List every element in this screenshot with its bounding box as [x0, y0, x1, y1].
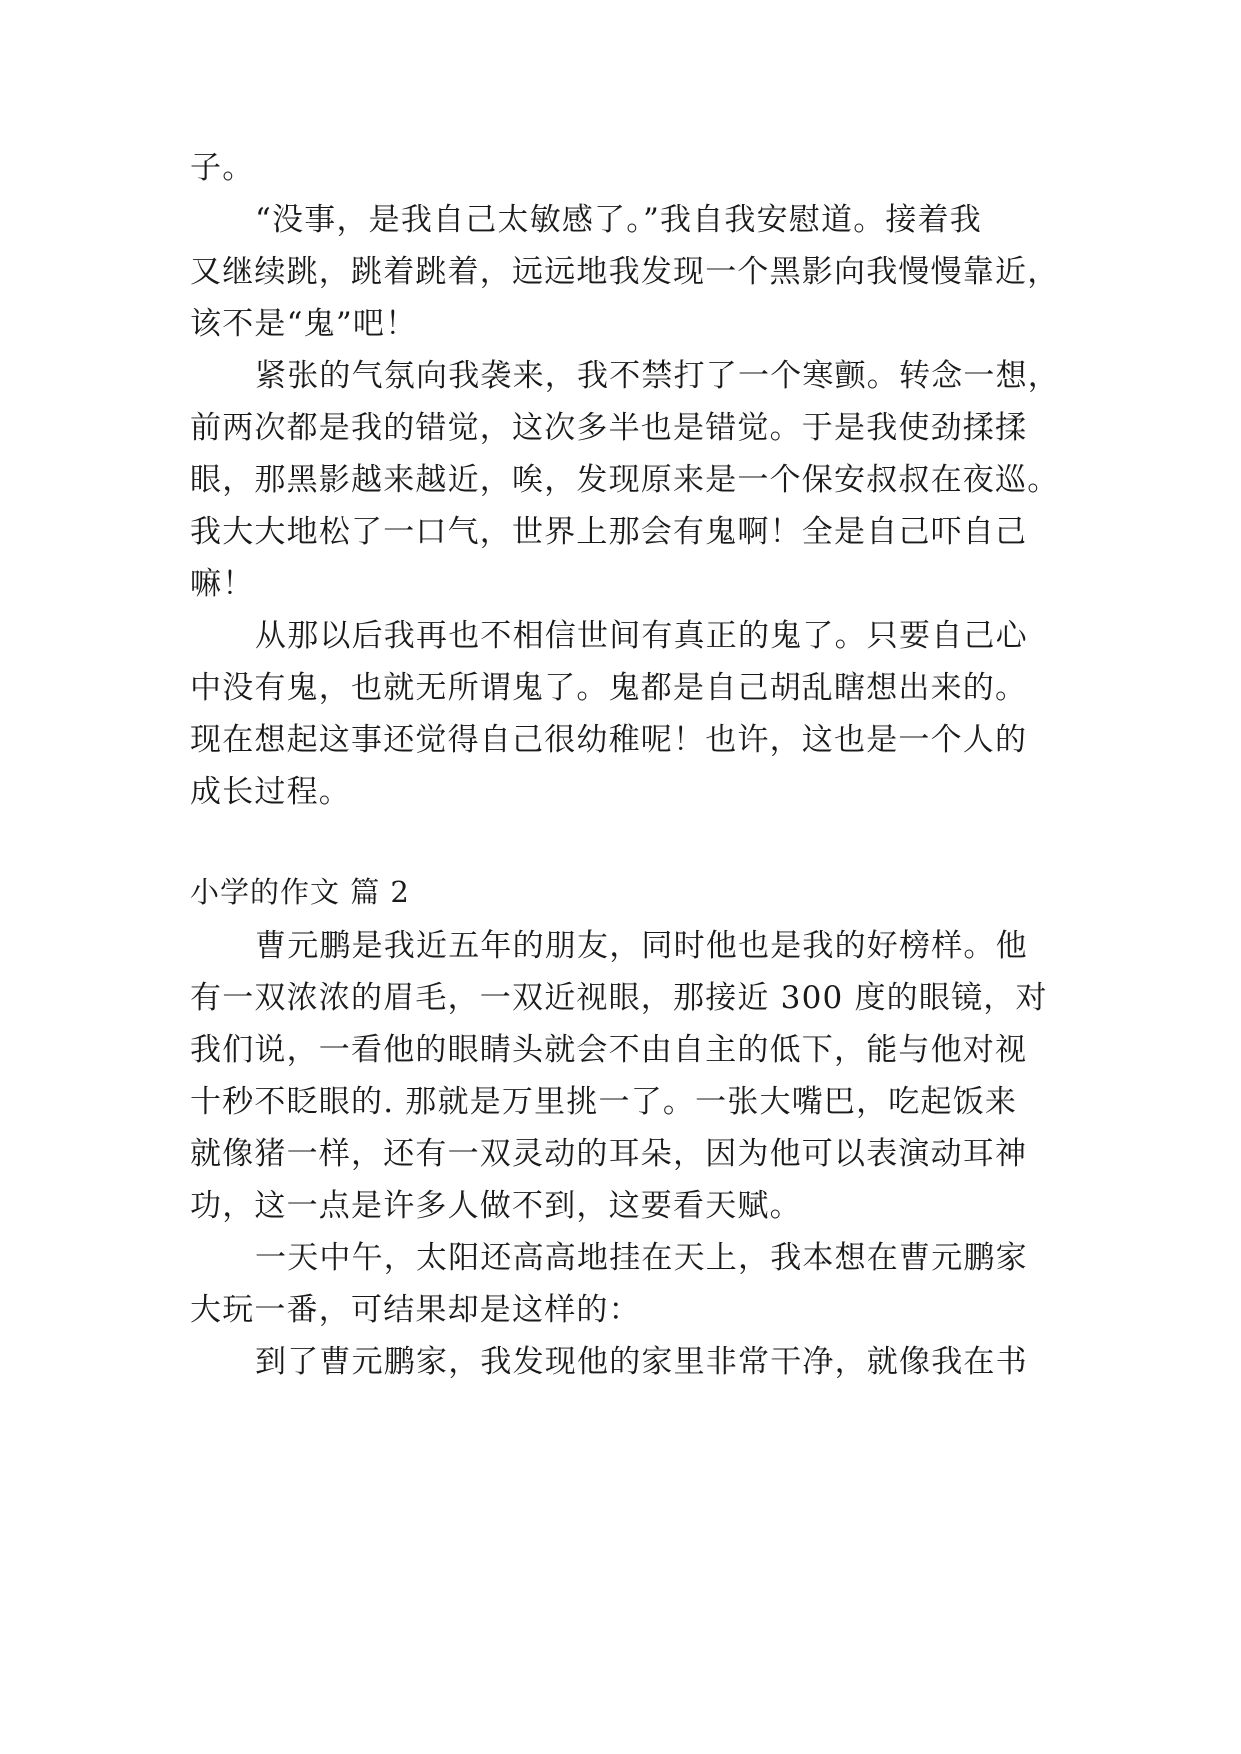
paragraph-line: 一天中午，太阳还高高地挂在天上，我本想在曹元鹏家: [255, 1240, 1028, 1276]
paragraph-line: 就像猪一样，还有一双灵动的耳朵，因为他可以表演动耳神: [190, 1136, 1028, 1172]
paragraph-line: 成长过程。: [190, 774, 351, 810]
paragraph-line: 功，这一点是许多人做不到，这要看天赋。: [190, 1188, 802, 1224]
paragraph-line: 该不是“鬼”吧！: [190, 306, 418, 342]
paragraph-line: “没事，是我自己太敏感了。”我自我安慰道。接着我: [255, 202, 982, 238]
paragraph-line: 我大大地松了一口气，世界上那会有鬼啊！全是自己吓自己: [190, 514, 1028, 550]
paragraph-line: 又继续跳，跳着跳着，远远地我发现一个黑影向我慢慢靠近，: [190, 254, 1060, 290]
paragraph-line: 我们说，一看他的眼睛头就会不由自主的低下，能与他对视: [190, 1032, 1028, 1068]
paragraph-line: 曹元鹏是我近五年的朋友，同时他也是我的好榜样。他: [255, 928, 1028, 964]
paragraph-line: 紧张的气氛向我袭来，我不禁打了一个寒颤。转念一想，: [255, 358, 1060, 394]
paragraph-line: 嘛！: [190, 566, 255, 602]
paragraph-line: 前两次都是我的错觉，这次多半也是错觉。于是我使劲揉揉: [190, 410, 1028, 446]
paragraph-line: 十秒不眨眼的. 那就是万里挑一了。一张大嘴巴，吃起饭来: [190, 1084, 1018, 1120]
paragraph-line: 从那以后我再也不相信世间有真正的鬼了。只要自己心: [255, 618, 1028, 654]
paragraph-line: 到了曹元鹏家，我发现他的家里非常干净，就像我在书: [255, 1344, 1028, 1380]
paragraph-line: 现在想起这事还觉得自己很幼稚呢！也许，这也是一个人的: [190, 722, 1028, 758]
paragraph-line: 中没有鬼，也就无所谓鬼了。鬼都是自己胡乱瞎想出来的。: [190, 670, 1028, 706]
paragraph-line: 子。: [190, 150, 255, 186]
section-heading: 小学的作文 篇 2: [190, 875, 410, 909]
paragraph-line: 大玩一番，可结果却是这样的：: [190, 1292, 641, 1328]
paragraph-line: 有一双浓浓的眉毛，一双近视眼，那接近 300 度的眼镜，对: [190, 980, 1048, 1016]
paragraph-line: 眼，那黑影越来越近，唉，发现原来是一个保安叔叔在夜巡。: [190, 462, 1060, 498]
